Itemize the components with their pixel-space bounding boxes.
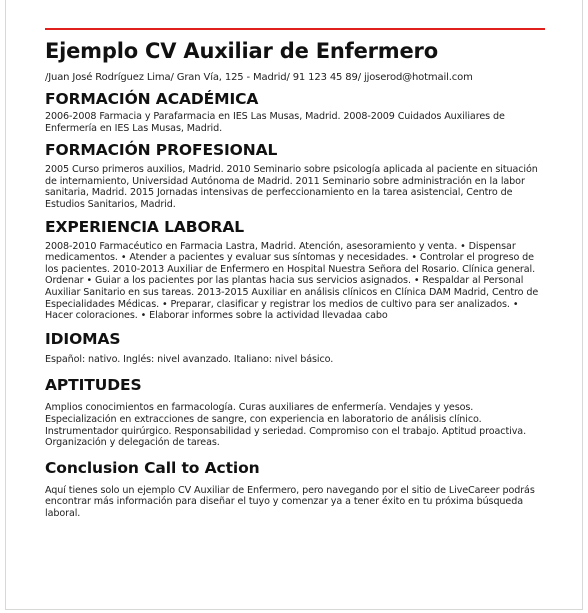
contact-line: /Juan José Rodríguez Lima/ Gran Vía, 125 - Madrid/ 91 123 45 89/ jjoserod@hotmail.com [45,72,473,83]
section-aptitudes [45,374,545,448]
section-experiencia-laboral [45,216,545,322]
section-body-conclusion: Aquí tienes solo un ejemplo CV Auxiliar de Enfermero, pero navegando por el sitio de LiveCareer podrás encontrar más información para diseñar el tuyo y comenzar ya a tener éxito en tu próxima búsqueda laboral. [45,484,535,519]
section-idiomas [45,328,545,366]
section-body-idiomas: Español: nativo. Inglés: nivel avanzado. Italiano: nivel básico. [45,353,334,365]
resume-title: Ejemplo CV Auxiliar de Enfermero [45,39,438,63]
section-conclusion [45,457,545,520]
section-title-idiomas: IDIOMAS [45,329,121,348]
section-formacion-academica [45,88,545,134]
resume-content [45,36,545,519]
section-title-conclusion: Conclusion Call to Action [45,458,260,477]
section-body-experiencia-laboral: 2008-2010 Farmacéutico en Farmacia Lastra, Madrid. Atención, asesoramiento y venta. • Dispensar medicamentos. • Atender a pacientes y evaluar sus síntomas y necesidades. • Controlar el progreso de los pacientes. 2010-2013 Auxiliar de Enfermero en Hospital Nuestra Señora del Rosario. Clínica general. Ordenar • Guiar a los pacientes por las plantas hacia sus servicios asignados. • Respaldar al Personal Auxiliar Sanitario en sus tareas. 2013-2015 Auxiliar en análisis clínicos en Clínica DAM Madrid, Centro de Especialidades Médicas. • Preparar, clasificar y registrar los medios de cultivo para ser analizados. • Hacer coloraciones. • Elaborar informes sobre la actividad llevadaa cabo [45,240,539,322]
section-formacion-profesional [45,139,545,210]
section-body-formacion-profesional: 2005 Curso primeros auxilios, Madrid. 2010 Seminario sobre psicología aplicada al paciente en situación de internamiento, Universidad Autónoma de Madrid. 2011 Seminario sobre administración en la labor sanitaria, Madrid. 2015 Jornadas intensivas de perfeccionamiento en la tarea asistencial, Centro de Estudios Sanitarios, Madrid. [45,164,538,210]
section-title-experiencia-laboral: EXPERIENCIA LABORAL [45,217,245,236]
section-body-formacion-academica: 2006-2008 Farmacia y Parafarmacia en IES Las Musas, Madrid. 2008-2009 Cuidados Auxiliares de Enfermería en IES Las Musas, Madrid. [45,111,505,134]
header-accent-line [45,28,545,30]
section-title-aptitudes: APTITUDES [45,376,142,395]
section-body-aptitudes: Amplios conocimientos en farmacología. Curas auxiliares de enfermería. Vendajes y yesos. Especialización en extracciones de sangre, con experiencia en laboratorio de análisis clínico. Instrumentador quirúrgico. Responsabilidad y seriedad. Compromiso con el trabajo. Aptitud proactiva. Organización y delegación de tareas. [45,402,527,449]
section-title-formacion-profesional: FORMACIÓN PROFESIONAL [45,141,278,160]
section-title-formacion-academica: FORMACIÓN ACADÉMICA [45,90,259,108]
